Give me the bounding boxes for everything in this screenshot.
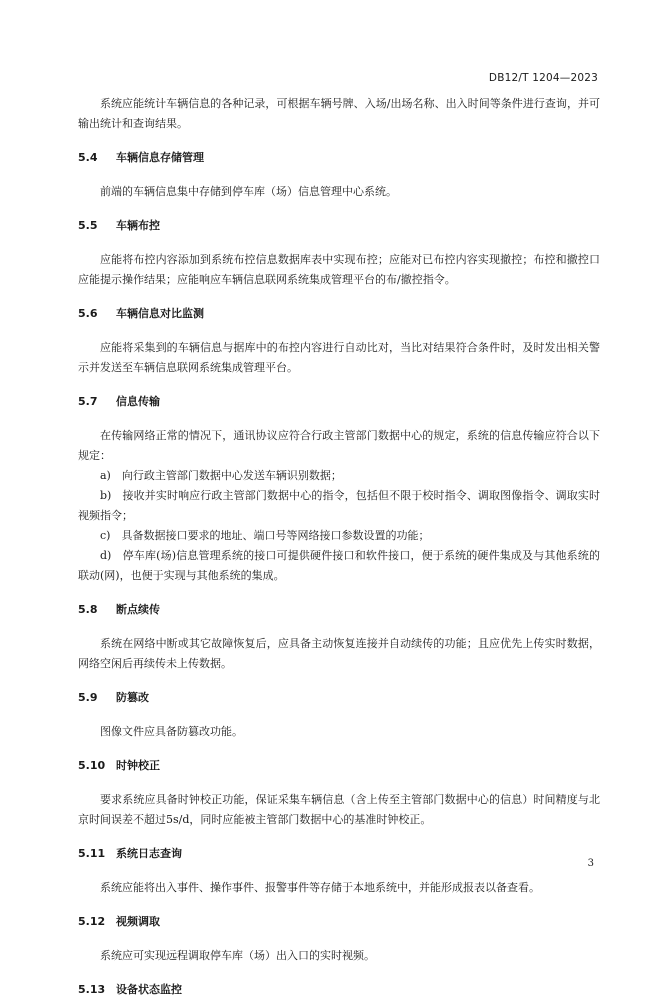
section-heading [78, 216, 600, 236]
intro-paragraph: 系统应能统计车辆信息的各种记录，可根据车辆号牌、入场/出场名称、出入时间等条件进行查询，并可输出统计和查询结果。 [78, 97, 600, 130]
list-item: c) 具备数据接口要求的地址、端口号等网络接口参数设置的功能； [100, 529, 430, 542]
section-title: 视频调取 [116, 915, 160, 928]
section-heading [78, 688, 600, 708]
section-5-7 [78, 392, 600, 586]
section-5-10 [78, 756, 600, 830]
section-paragraph: 图像文件应具备防篡改功能。 [100, 725, 243, 738]
section-number: 5.11 [78, 847, 106, 860]
list-item: a) 向行政主管部门数据中心发送车辆识别数据； [100, 469, 342, 482]
section-number: 5.7 [78, 395, 98, 408]
section-heading [78, 844, 600, 864]
list-item: d) 停车库(场)信息管理系统的接口可提供硬件接口和软件接口，便于系统的硬件集成及与其他系统的联动(网)，也便于实现与其他系统的集成。 [78, 549, 600, 582]
section-5-13 [78, 980, 600, 1000]
section-5-6 [78, 304, 600, 378]
section-paragraph: 系统应能将出入事件、操作事件、报警事件等存储于本地系统中，并能形成报表以备查看。 [100, 881, 540, 894]
section-paragraph: 要求系统应具备时钟校正功能，保证采集车辆信息（含上传至主管部门数据中心的信息）时间精度与北京时间误差不超过5s/d，同时应能被主管部门数据中心的基准时钟校正。 [78, 793, 600, 826]
section-heading [78, 980, 600, 1000]
section-heading [78, 756, 600, 776]
section-number: 5.12 [78, 915, 106, 928]
section-number: 5.10 [78, 759, 106, 772]
section-number: 5.6 [78, 307, 98, 320]
section-5-5 [78, 216, 600, 290]
section-title: 时钟校正 [116, 759, 160, 772]
document-body [78, 94, 600, 1000]
section-title: 车辆布控 [116, 219, 160, 232]
section-title: 车辆信息对比监测 [116, 307, 204, 320]
section-paragraph: 系统应可实现远程调取停车库（场）出入口的实时视频。 [100, 949, 375, 962]
section-number: 5.13 [78, 983, 106, 996]
section-paragraph: 应能将布控内容添加到系统布控信息数据库表中实现布控；应能对已布控内容实现撤控；布控和撤控口应能提示操作结果；应能响应车辆信息联网系统集成管理平台的布/撤控指令。 [78, 253, 600, 286]
section-5-11 [78, 844, 600, 898]
document-code: DB12/T 1204—2023 [488, 72, 598, 84]
section-5-12 [78, 912, 600, 966]
section-5-8 [78, 600, 600, 674]
section-number: 5.5 [78, 219, 98, 232]
section-title: 系统日志查询 [116, 847, 182, 860]
section-number: 5.4 [78, 151, 98, 164]
section-paragraph: 应能将采集到的车辆信息与据库中的布控内容进行自动比对，当比对结果符合条件时，及时发出相关警示并发送至车辆信息联网系统集成管理平台。 [78, 341, 600, 374]
list-item: b) 接收并实时响应行政主管部门数据中心的指令，包括但不限于校时指令、调取图像指令、调取实时视频指令； [78, 489, 600, 522]
section-title: 设备状态监控 [116, 983, 182, 996]
section-heading [78, 304, 600, 324]
section-paragraph: 前端的车辆信息集中存储到停车库（场）信息管理中心系统。 [100, 185, 397, 198]
section-paragraph: 系统在网络中断或其它故障恢复后，应具备主动恢复连接并自动续传的功能；且应优先上传实时数据，网络空闲后再续传未上传数据。 [78, 637, 600, 670]
section-title: 车辆信息存储管理 [116, 151, 204, 164]
section-number: 5.9 [78, 691, 98, 704]
section-5-9 [78, 688, 600, 742]
section-title: 断点续传 [116, 603, 160, 616]
section-heading [78, 392, 600, 412]
section-title: 防篡改 [116, 691, 149, 704]
section-heading [78, 148, 600, 168]
section-5-4 [78, 148, 600, 202]
section-number: 5.8 [78, 603, 98, 616]
page-number: 3 [587, 858, 594, 869]
section-heading [78, 600, 600, 620]
section-heading [78, 912, 600, 932]
section-title: 信息传输 [116, 395, 160, 408]
section-paragraph: 在传输网络正常的情况下，通讯协议应符合行政主管部门数据中心的规定，系统的信息传输应符合以下规定： [78, 429, 600, 462]
